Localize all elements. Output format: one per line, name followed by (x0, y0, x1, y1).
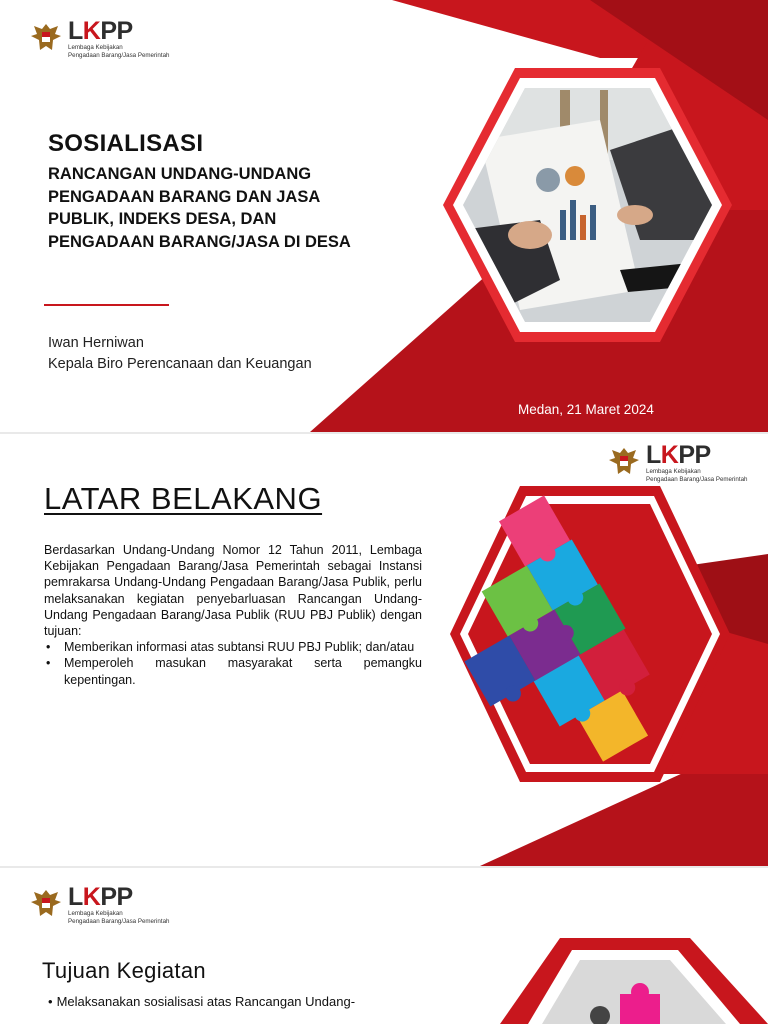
brand-subtitle-line2: Pengadaan Barang/Jasa Pemerintah (646, 475, 748, 483)
slide-body (48, 994, 468, 1010)
list-item: • Memberikan informasi atas subtansi RUU PBJ Publik; dan/atau (44, 639, 422, 655)
subtitle-line: PENGADAAN BARANG DAN JASA (48, 187, 321, 206)
brand-name: LKPP (68, 17, 133, 45)
slide-title: SOSIALISASI (48, 130, 204, 157)
brand-subtitle-line1: Lembaga Kebijakan (68, 910, 123, 917)
garuda-emblem-icon (28, 886, 64, 922)
subtitle-line: PENGADAAN BARANG/JASA DI DESA (48, 232, 351, 251)
divider-line (44, 304, 169, 306)
slide-title: Tujuan Kegiatan (42, 958, 206, 983)
lkpp-logo (28, 883, 170, 925)
presenter-name: Iwan Herniwan (48, 335, 144, 351)
slide-latar-belakang (0, 434, 768, 866)
presenter-role: Kepala Biro Perencanaan dan Keuangan (48, 356, 312, 372)
lkpp-logo (606, 441, 748, 483)
brand-subtitle-line1: Lembaga Kebijakan (68, 44, 123, 51)
brand-subtitle-line2: Pengadaan Barang/Jasa Pemerintah (68, 51, 170, 59)
garuda-emblem-icon (28, 20, 64, 56)
body-paragraph: Berdasarkan Undang-Undang Nomor 12 Tahun 2011, Lembaga Kebijakan Pengadaan Barang/Jasa Pemerintah sebagai Instansi pemrakarsa Undang-Undang Pengadaan Barang/Jasa Publik, perlu melaksanakan kegiatan penyebarluasan Rancangan Undang-Undang Pengadaan Barang/Jasa Publik (RUU PBJ Publik) dengan tujuan: (44, 543, 422, 639)
brand-name: LKPP (68, 883, 133, 911)
slide-body (44, 542, 422, 688)
garuda-emblem-icon (606, 444, 642, 480)
event-date-place: Medan, 21 Maret 2024 (518, 402, 654, 417)
list-item: Melaksanakan sosialisasi atas Rancangan Undang- (56, 994, 356, 1009)
slide-title: LATAR BELAKANG (44, 481, 323, 516)
brand-subtitle-line1: Lembaga Kebijakan (646, 468, 701, 475)
slide-subtitle (48, 163, 428, 253)
bullet-list (44, 639, 422, 688)
list-item: • Memperoleh masukan masyarakat serta pemangku kepentingan. (44, 655, 422, 687)
bullet-dot: • (48, 994, 53, 1009)
subtitle-line: PUBLIK, INDEKS DESA, DAN (48, 210, 277, 228)
subtitle-line: RANCANGAN UNDANG-UNDANG (48, 165, 312, 183)
slide-tujuan-kegiatan (0, 868, 768, 1024)
slide-cover (0, 0, 768, 432)
brand-name: LKPP (646, 441, 711, 469)
brand-subtitle-line2: Pengadaan Barang/Jasa Pemerintah (68, 917, 170, 925)
lkpp-logo (28, 17, 170, 59)
